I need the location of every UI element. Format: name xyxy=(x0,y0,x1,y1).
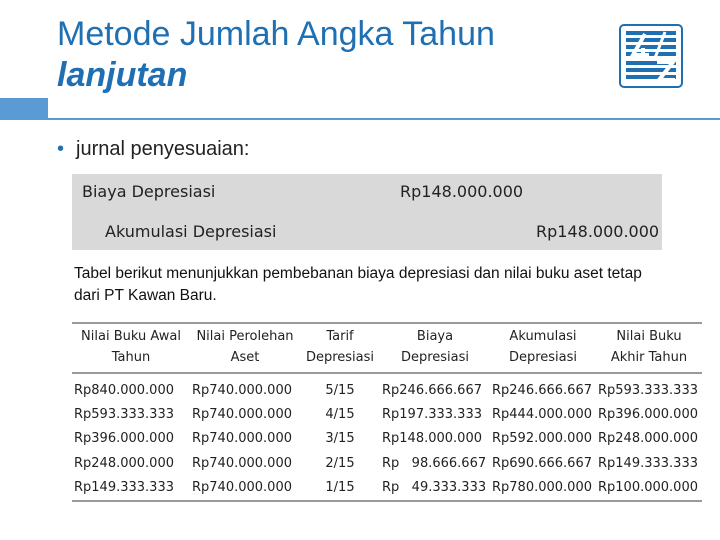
table-cell: Rp148.000.000 xyxy=(382,431,482,447)
header-cell: Akumulasi Depresiasi xyxy=(490,323,596,373)
table-cell: 4/15 xyxy=(325,407,355,423)
table-cell: Rp100.000.000 xyxy=(596,476,702,501)
title-divider xyxy=(0,118,720,120)
table-cell: Rp396.000.000 xyxy=(598,407,698,423)
table-cell: 1/15 xyxy=(300,476,380,501)
publisher-logo-icon xyxy=(619,24,683,88)
title-line-2: lanjutan xyxy=(57,56,188,94)
credit-account: Akumulasi Depresiasi xyxy=(105,222,277,241)
bullet-text: jurnal penyesuaian: xyxy=(76,138,250,160)
table-cell: Rp246.666.667 xyxy=(492,382,592,398)
table-cell: Rp246.666.667 xyxy=(382,382,482,398)
table-cell: Rp740.000.000 xyxy=(190,476,300,501)
slide-title xyxy=(57,14,617,96)
table-cell: Rp149.333.333 xyxy=(72,476,190,501)
header-cell: Nilai Perolehan Aset xyxy=(190,323,300,373)
title-accent-bar xyxy=(0,98,48,120)
table-cell: Rp248.000.000 xyxy=(598,431,698,447)
header-cell: Nilai Buku Awal Tahun xyxy=(72,323,190,373)
header-cell: Nilai Buku Akhir Tahun xyxy=(596,323,702,373)
table-cell: Rp248.000.000 xyxy=(74,455,174,471)
debit-account: Biaya Depresiasi xyxy=(82,182,216,201)
table-cell: Rp740.000.000 xyxy=(192,455,292,471)
description-paragraph: Tabel berikut menunjukkan pembebanan biaya depresiasi dan nilai buku aset tetap dari PT Kawan Baru. xyxy=(74,265,642,304)
header-cell: Tarif Depresiasi xyxy=(300,323,380,373)
bullet-item xyxy=(57,138,249,161)
credit-amount: Rp148.000.000 xyxy=(536,222,660,241)
table-row xyxy=(72,427,702,451)
table-cell: Rp444.000.000 xyxy=(492,407,592,423)
table-cell: Rp593.333.333 xyxy=(598,382,698,398)
table-cell: Rp592.000.000 xyxy=(492,431,592,447)
debit-amount: Rp148.000.000 xyxy=(400,182,524,201)
table-cell: Rp 98.666.667 xyxy=(382,455,487,471)
table-cell: Rp593.333.333 xyxy=(74,407,174,423)
header-cell: Biaya Depresiasi xyxy=(380,323,490,373)
table-cell: Rp740.000.000 xyxy=(192,407,292,423)
table-row xyxy=(72,402,702,426)
table-cell: Rp197.333.333 xyxy=(382,407,482,423)
table-cell: Rp149.333.333 xyxy=(598,455,698,471)
table-cell: 3/15 xyxy=(325,431,355,447)
table-cell: Rp740.000.000 xyxy=(192,431,292,447)
table-cell: Rp840.000.000 xyxy=(74,382,174,398)
table-cell: 5/15 xyxy=(325,382,355,398)
table-cell: 2/15 xyxy=(325,455,355,471)
table-cell: Rp740.000.000 xyxy=(192,382,292,398)
table-header-row xyxy=(72,323,702,373)
journal-entry-box xyxy=(72,174,662,250)
bullet-icon: • xyxy=(57,138,65,160)
table-row xyxy=(72,476,702,501)
table-row xyxy=(72,451,702,475)
table-cell: Rp 49.333.333 xyxy=(380,476,490,501)
table-row xyxy=(72,373,702,402)
depreciation-table xyxy=(72,322,702,502)
title-line-1: Metode Jumlah Angka Tahun xyxy=(57,15,495,53)
table-cell: Rp396.000.000 xyxy=(74,431,174,447)
table-cell: Rp690.666.667 xyxy=(492,455,592,471)
table-cell: Rp780.000.000 xyxy=(490,476,596,501)
